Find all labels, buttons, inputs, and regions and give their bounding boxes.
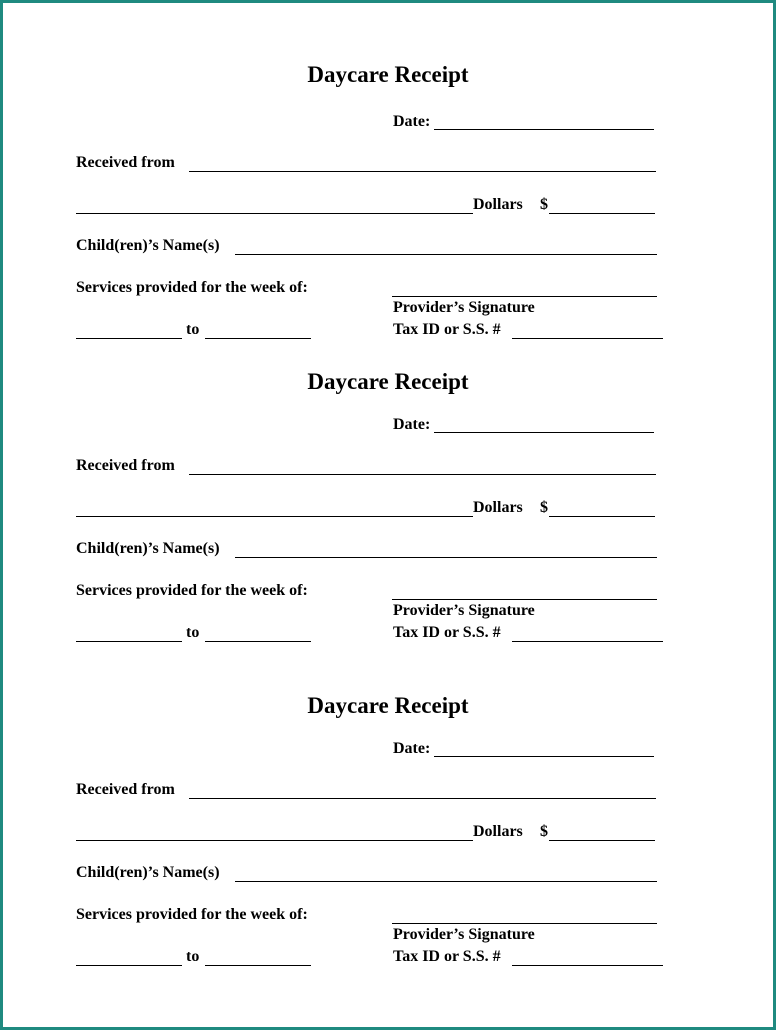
week-end-line[interactable] — [205, 965, 311, 966]
to-label: to — [186, 948, 200, 965]
received-from-label: Received from — [76, 154, 175, 171]
dollars-label: Dollars — [473, 196, 523, 213]
currency-symbol: $ — [540, 499, 548, 516]
received-from-line[interactable] — [189, 798, 656, 799]
tax-id-label: Tax ID or S.S. # — [393, 321, 501, 338]
currency-symbol: $ — [540, 196, 548, 213]
children-label: Child(ren)’s Name(s) — [76, 864, 220, 881]
amount-line[interactable] — [549, 213, 655, 214]
tax-id-label: Tax ID or S.S. # — [393, 624, 501, 641]
services-label: Services provided for the week of: — [76, 279, 308, 296]
receipt-1 — [0, 0, 776, 338]
date-label: Date: — [393, 416, 431, 433]
dollars-label: Dollars — [473, 823, 523, 840]
receipt-title: Daycare Receipt — [307, 369, 469, 394]
amount-line[interactable] — [549, 516, 655, 517]
receipt-title: Daycare Receipt — [307, 62, 469, 87]
signature-line[interactable] — [392, 296, 657, 297]
services-label: Services provided for the week of: — [76, 582, 308, 599]
dollars-label: Dollars — [473, 499, 523, 516]
to-label: to — [186, 624, 200, 641]
amount-words-line[interactable] — [76, 840, 473, 841]
received-from-line[interactable] — [189, 171, 656, 172]
tax-id-label: Tax ID or S.S. # — [393, 948, 501, 965]
date-label: Date: — [393, 740, 431, 757]
amount-line[interactable] — [549, 840, 655, 841]
week-start-line[interactable] — [76, 965, 182, 966]
signature-line[interactable] — [392, 923, 657, 924]
received-from-line[interactable] — [189, 474, 656, 475]
date-line[interactable] — [434, 756, 654, 757]
date-line[interactable] — [434, 432, 654, 433]
signature-label: Provider’s Signature — [393, 926, 535, 943]
received-from-label: Received from — [76, 781, 175, 798]
amount-words-line[interactable] — [76, 516, 473, 517]
children-line[interactable] — [235, 254, 657, 255]
currency-symbol: $ — [540, 823, 548, 840]
signature-label: Provider’s Signature — [393, 299, 535, 316]
signature-line[interactable] — [392, 599, 657, 600]
amount-words-line[interactable] — [76, 213, 473, 214]
receipt-2 — [0, 303, 776, 641]
tax-id-line[interactable] — [512, 965, 663, 966]
date-label: Date: — [393, 113, 431, 130]
receipt-title: Daycare Receipt — [307, 693, 469, 718]
children-label: Child(ren)’s Name(s) — [76, 237, 220, 254]
children-line[interactable] — [235, 557, 657, 558]
received-from-label: Received from — [76, 457, 175, 474]
receipt-3 — [0, 627, 776, 965]
date-line[interactable] — [434, 129, 654, 130]
services-label: Services provided for the week of: — [76, 906, 308, 923]
signature-label: Provider’s Signature — [393, 602, 535, 619]
children-line[interactable] — [235, 881, 657, 882]
to-label: to — [186, 321, 200, 338]
children-label: Child(ren)’s Name(s) — [76, 540, 220, 557]
